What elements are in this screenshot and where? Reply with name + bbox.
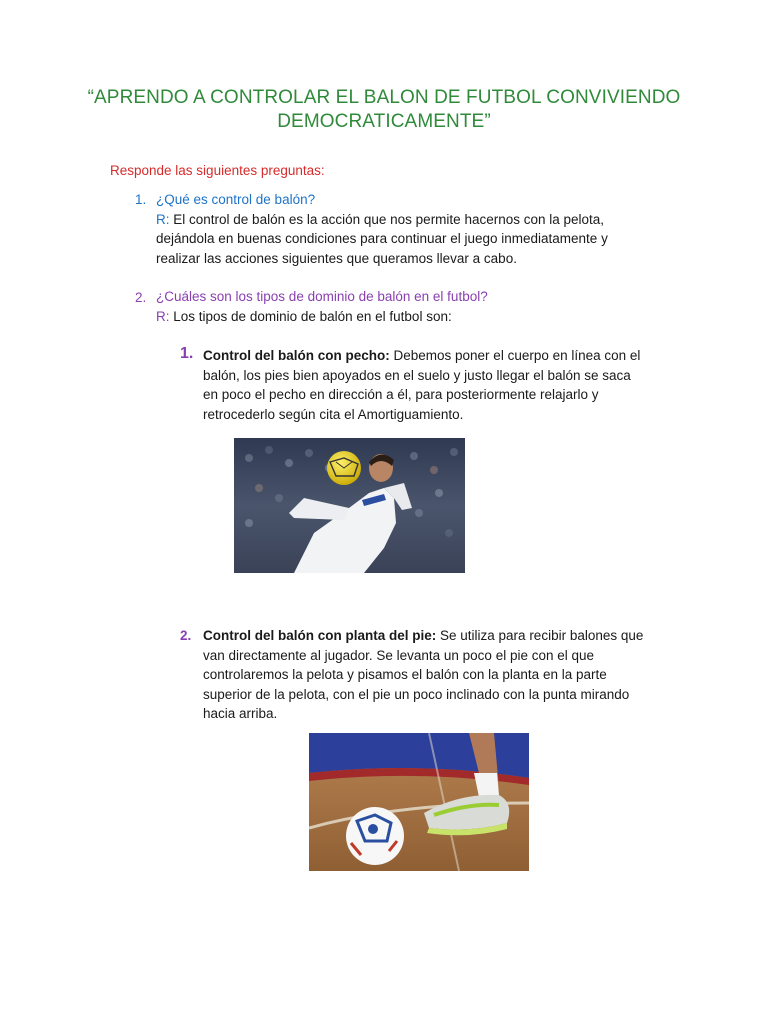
chest-control-photo — [234, 438, 465, 573]
question-2-number: 2. — [135, 290, 147, 305]
title-line-2: DEMOCRATICAMENTE” — [277, 111, 491, 132]
question-2-answer — [156, 307, 452, 327]
subitem-1-line-1: Debemos poner el cuerpo en línea con el — [389, 348, 641, 363]
question-1-text: ¿Qué es control de balón? — [156, 192, 316, 207]
subitem-1-line-2: balón, los pies bien apoyados en el suelo y justo llegar el balón se saca — [203, 367, 631, 383]
subitem-2-line-2: van directamente al jugador. Se levanta un poco el pie con el que — [203, 647, 595, 663]
answer-1-line-2: dejándola en buenas condiciones para continuar el juego inmediatamente y — [156, 231, 608, 246]
answer-1-label: R: — [156, 211, 170, 227]
subitem-2-line-5: hacia arriba. — [203, 706, 278, 721]
subitem-2-line-1: Se utiliza para recibir balones que — [436, 628, 644, 643]
sole-control-photo — [309, 733, 529, 871]
subitem-2-text — [203, 626, 683, 724]
answer-2-line-1: Los tipos de dominio de balón en el futbol son: — [173, 308, 452, 324]
subitem-1-line-4: retrocederlo según cita el Amortiguamiento. — [203, 406, 464, 422]
answer-2-label: R: — [156, 308, 170, 324]
subitem-2-line-4: superior de la pelota, con el pie un poco inclinado con la punta mirando — [203, 686, 630, 702]
answer-1-line-3: realizar las acciones siguientes que queramos llevar a cabo. — [156, 250, 517, 266]
subitem-1-line-3: en poco el pecho en dirección a él, para posteriormente relajarlo y — [203, 387, 599, 402]
question-1-number: 1. — [135, 192, 147, 207]
subitem-1-text — [203, 346, 673, 424]
subitem-2-line-3: controlaremos la pelota y pisamos el balón con la planta en la parte — [203, 667, 607, 682]
subitem-2-heading: Control del balón con planta del pie: — [203, 628, 437, 643]
subitem-1-heading: Control del balón con pecho: — [203, 348, 390, 363]
answer-1-line-1: El control de balón es la acción que nos permite hacernos con la pelota, — [173, 211, 605, 227]
document-title — [60, 86, 708, 134]
question-2-text: ¿Cuáles son los tipos de dominio de balón en el futbol? — [156, 289, 488, 304]
title-line-1: “APRENDO A CONTROLAR EL BALON DE FUTBOL CONVIVIENDO — [87, 87, 681, 108]
question-1-answer — [156, 210, 716, 269]
subitem-2-number: 2. — [180, 628, 192, 643]
subitem-1-number: 1. — [180, 345, 194, 362]
instructions-prompt: Responde las siguientes preguntas: — [110, 163, 325, 178]
